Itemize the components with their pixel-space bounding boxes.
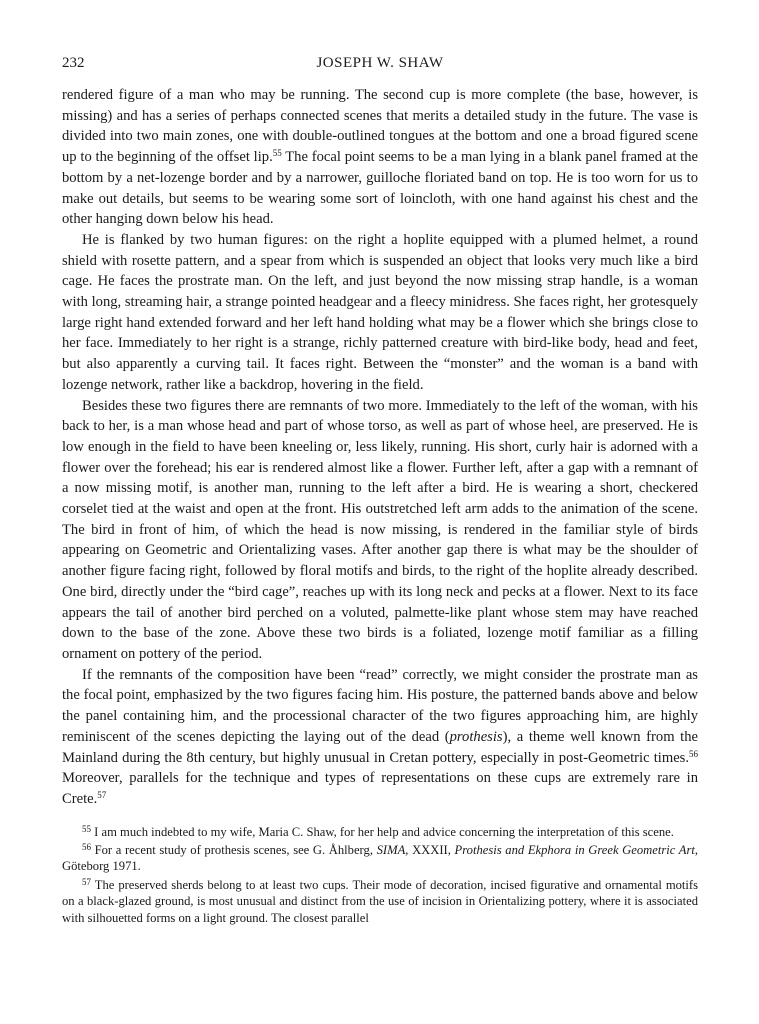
footnote-number: 55 — [82, 823, 91, 834]
page-number: 232 — [62, 55, 85, 71]
footnote-ref-57[interactable]: 57 — [97, 789, 107, 800]
page — [62, 55, 698, 928]
paragraph-1: rendered figure of a man who may be running. The second cup is more complete (the base, however, is missing) and has a series of perhaps connected scenes that merits a detailed study in the future. The vase is divided into two main zones, one with double-outlined tongues at the bottom and one a broad figured scene up to the beginning of the offset lip.$^{55}$ The focal point seems to be a man lying in a blank panel framed at the bottom by a net-lozenge border and by a narrower, guilloche floriated band on top. He is too worn for us to make out details, but seems to be wearing some sort of loincloth, with one hand against his chest and the other hanging down below his head. — [62, 87, 699, 228]
footnotes — [62, 824, 698, 926]
footnote-56: $^{56}$ For a recent study of prothesis scenes, see G. Åhlberg, SIMA, XXXII, Prothesis and Ekphora in Greek Geometric Art, Göteborg 1971. — [62, 842, 698, 874]
footnote-55: $^{55}$ I am much indebted to my wife, Maria C. Shaw, for her help and advice concerning the interpretation of this scene. — [82, 823, 674, 839]
body-text — [62, 85, 698, 810]
running-title: JOSEPH W. SHAW — [316, 55, 444, 71]
running-head — [62, 55, 698, 85]
prothesis-term: prothesis — [449, 728, 503, 745]
footnote-ref-56[interactable]: 56 — [689, 748, 698, 759]
paragraph-2: He is flanked by two human figures: on the right a hoplite equipped with a plumed helmet, a round shield with rosette pattern, and a spear from which is suspended an object that looks very much like a bird cage. He faces the prostrate man. On the left, and just beyond the now missing strap handle, is a woman with long, streaming hair, a strange pointed headgear and a fleecy minidress. She faces right, her grotesquely large right hand extended forward and her left hand holding what may be a flower which she brings close to her face. Immediately to her right is a strange, richly patterned creature with bird-like body, head and feet, but also apparently a curving tail. It faces right. Between the “monster” and the woman is a band with lozenge network, rather like a backdrop, hovering in the field. — [62, 231, 698, 393]
footnote-number: 57 — [82, 876, 91, 887]
paragraph-4: If the remnants of the composition have been “read” correctly, we might consider the prostrate man as the focal point, emphasized by the two figures facing him. His posture, the patterned bands above and below the panel containing him, and the processional character of the two figures approaching him, are highly reminiscent of the scenes depicting the laying out of the dead (prothesis), a theme well known from the Mainland during the 8th century, but highly unusual in Cretan pottery, especially in post-Geometric times.$^{56}$ Moreover, parallels for the technique and types of representations on these cups are extremely rare in Crete.$^{57}$ — [62, 666, 698, 807]
paragraph-3: Besides these two figures there are remnants of two more. Immediately to the left of the woman, with his back to her, is a man whose head and part of whose torso, as well as part of whose heel, are preserved. He is low enough in the field to have been kneeling or, less likely, running. His short, curly hair is adorned with a flower over the forehead; his ear is rendered almost like a flower. Further left, after a gap with a remnant of a now missing motif, is another man, running to the left after a bird. He is wearing a short, checkered corselet tied at the waist and open at the front. His outstretched left arm adds to the animation of the scene. The bird in front of him, of which the head is now missing, is rendered in the familiar style of birds appearing on Geometric and Orientalizing vases. After another gap there is what may be the shoulder of another figure facing right, followed by floral motifs and birds, to the right of the hoplite already described. One bird, directly under the “bird cage”, reaches up with its long neck and pecks at a flower. Next to its face appears the tail of another bird perched on a voluted, palmette-like plant whose stem may have reached down to the base of the zone. Above these two birds is a foliated, lozenge motif familiar as a filling ornament on pottery of the period. — [62, 397, 698, 662]
footnote-57: $^{57}$ The preserved sherds belong to at least two cups. Their mode of decoration, incised figurative and ornamental motifs on a black-glazed ground, is most unusual and distinct from the use of incision in Orientalizing pottery, where it is associated with silhouetted forms on a light ground. The closest parallel — [62, 876, 698, 925]
footnote-ref-55[interactable]: 55 — [272, 148, 282, 159]
footnote-number: 56 — [82, 842, 91, 853]
